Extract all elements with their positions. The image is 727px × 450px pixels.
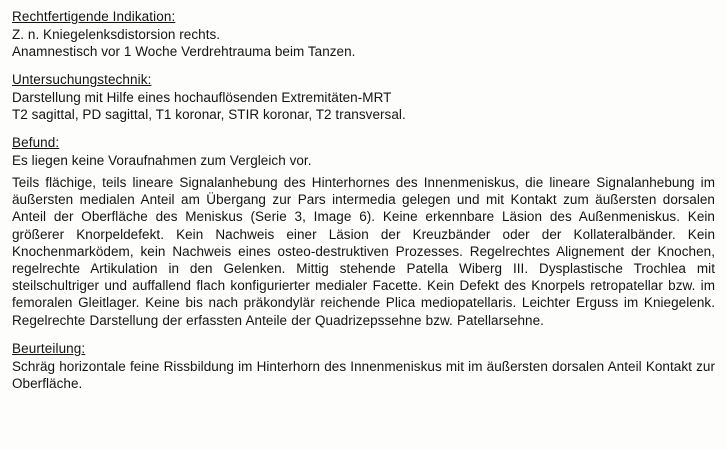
section-untersuchungstechnik bbox=[12, 71, 715, 123]
befund-paragraph: Teils flächige, teils lineare Signalanhebung des Hinterhornes des Innenmeniskus, die lineare Signalanhebung im äußersten medialen Anteil am Übergang zur Pars intermedia gelegen und mit Kontakt zum äußersten dorsalen Anteil der Oberfläche des Meniskus (Serie 3, Image 6). Keine erkennbare Läsion des Außenmeniskus. Kein größerer Knorpeldefekt. Kein Nachweis einer Läsion der Kreuzbänder oder der Kollateralbänder. Kein Knochenmarködem, kein Nachweis eines osteo-destruktiven Prozesses. Regelrechtes Alignement der Knochen, regelrechte Artikulation in den Gelenken. Mittig stehende Patella Wiberg III. Dysplastische Trochlea mit steilschultriger und auffallend flach konfigurierter medialer Facette. Kein Defekt des Knorpels retropatellar bzw. im femoralen Gleitlager. Keine bis nach präkondylär reichende Plica mediopatellaris. Leichter Erguss im Kniegelenk. Regelrechte Darstellung der erfassten Anteile der Quadrizepssehne bzw. Patellarsehne. bbox=[12, 175, 715, 328]
indikation-line-2: Anamnestisch vor 1 Woche Verdrehtrauma beim Tanzen. bbox=[12, 44, 356, 59]
section-befund bbox=[12, 134, 715, 329]
section-indikation bbox=[12, 8, 715, 60]
befund-line-1: Es liegen keine Voraufnahmen zum Vergleich vor. bbox=[12, 153, 312, 168]
untersuchungstechnik-line-2: T2 sagittal, PD sagittal, T1 koronar, STIR koronar, T2 transversal. bbox=[12, 107, 406, 122]
beurteilung-paragraph: Schräg horizontale feine Rissbildung im Hinterhorn des Innenmeniskus mit im äußersten dorsalen Anteil Kontakt zur Oberfläche. bbox=[12, 358, 715, 392]
section-heading-beurteilung: Beurteilung: bbox=[12, 340, 86, 356]
untersuchungstechnik-line-1: Darstellung mit Hilfe eines hochauflösenden Extremitäten-MRT bbox=[12, 90, 392, 105]
section-heading-indikation: Rechtfertigende Indikation: bbox=[12, 9, 176, 24]
section-beurteilung bbox=[12, 340, 715, 392]
section-heading-untersuchungstechnik: Untersuchungstechnik: bbox=[12, 72, 152, 87]
indikation-line-1: Z. n. Kniegelenksdistorsion rechts. bbox=[12, 27, 221, 42]
section-heading-befund: Befund: bbox=[12, 135, 60, 150]
